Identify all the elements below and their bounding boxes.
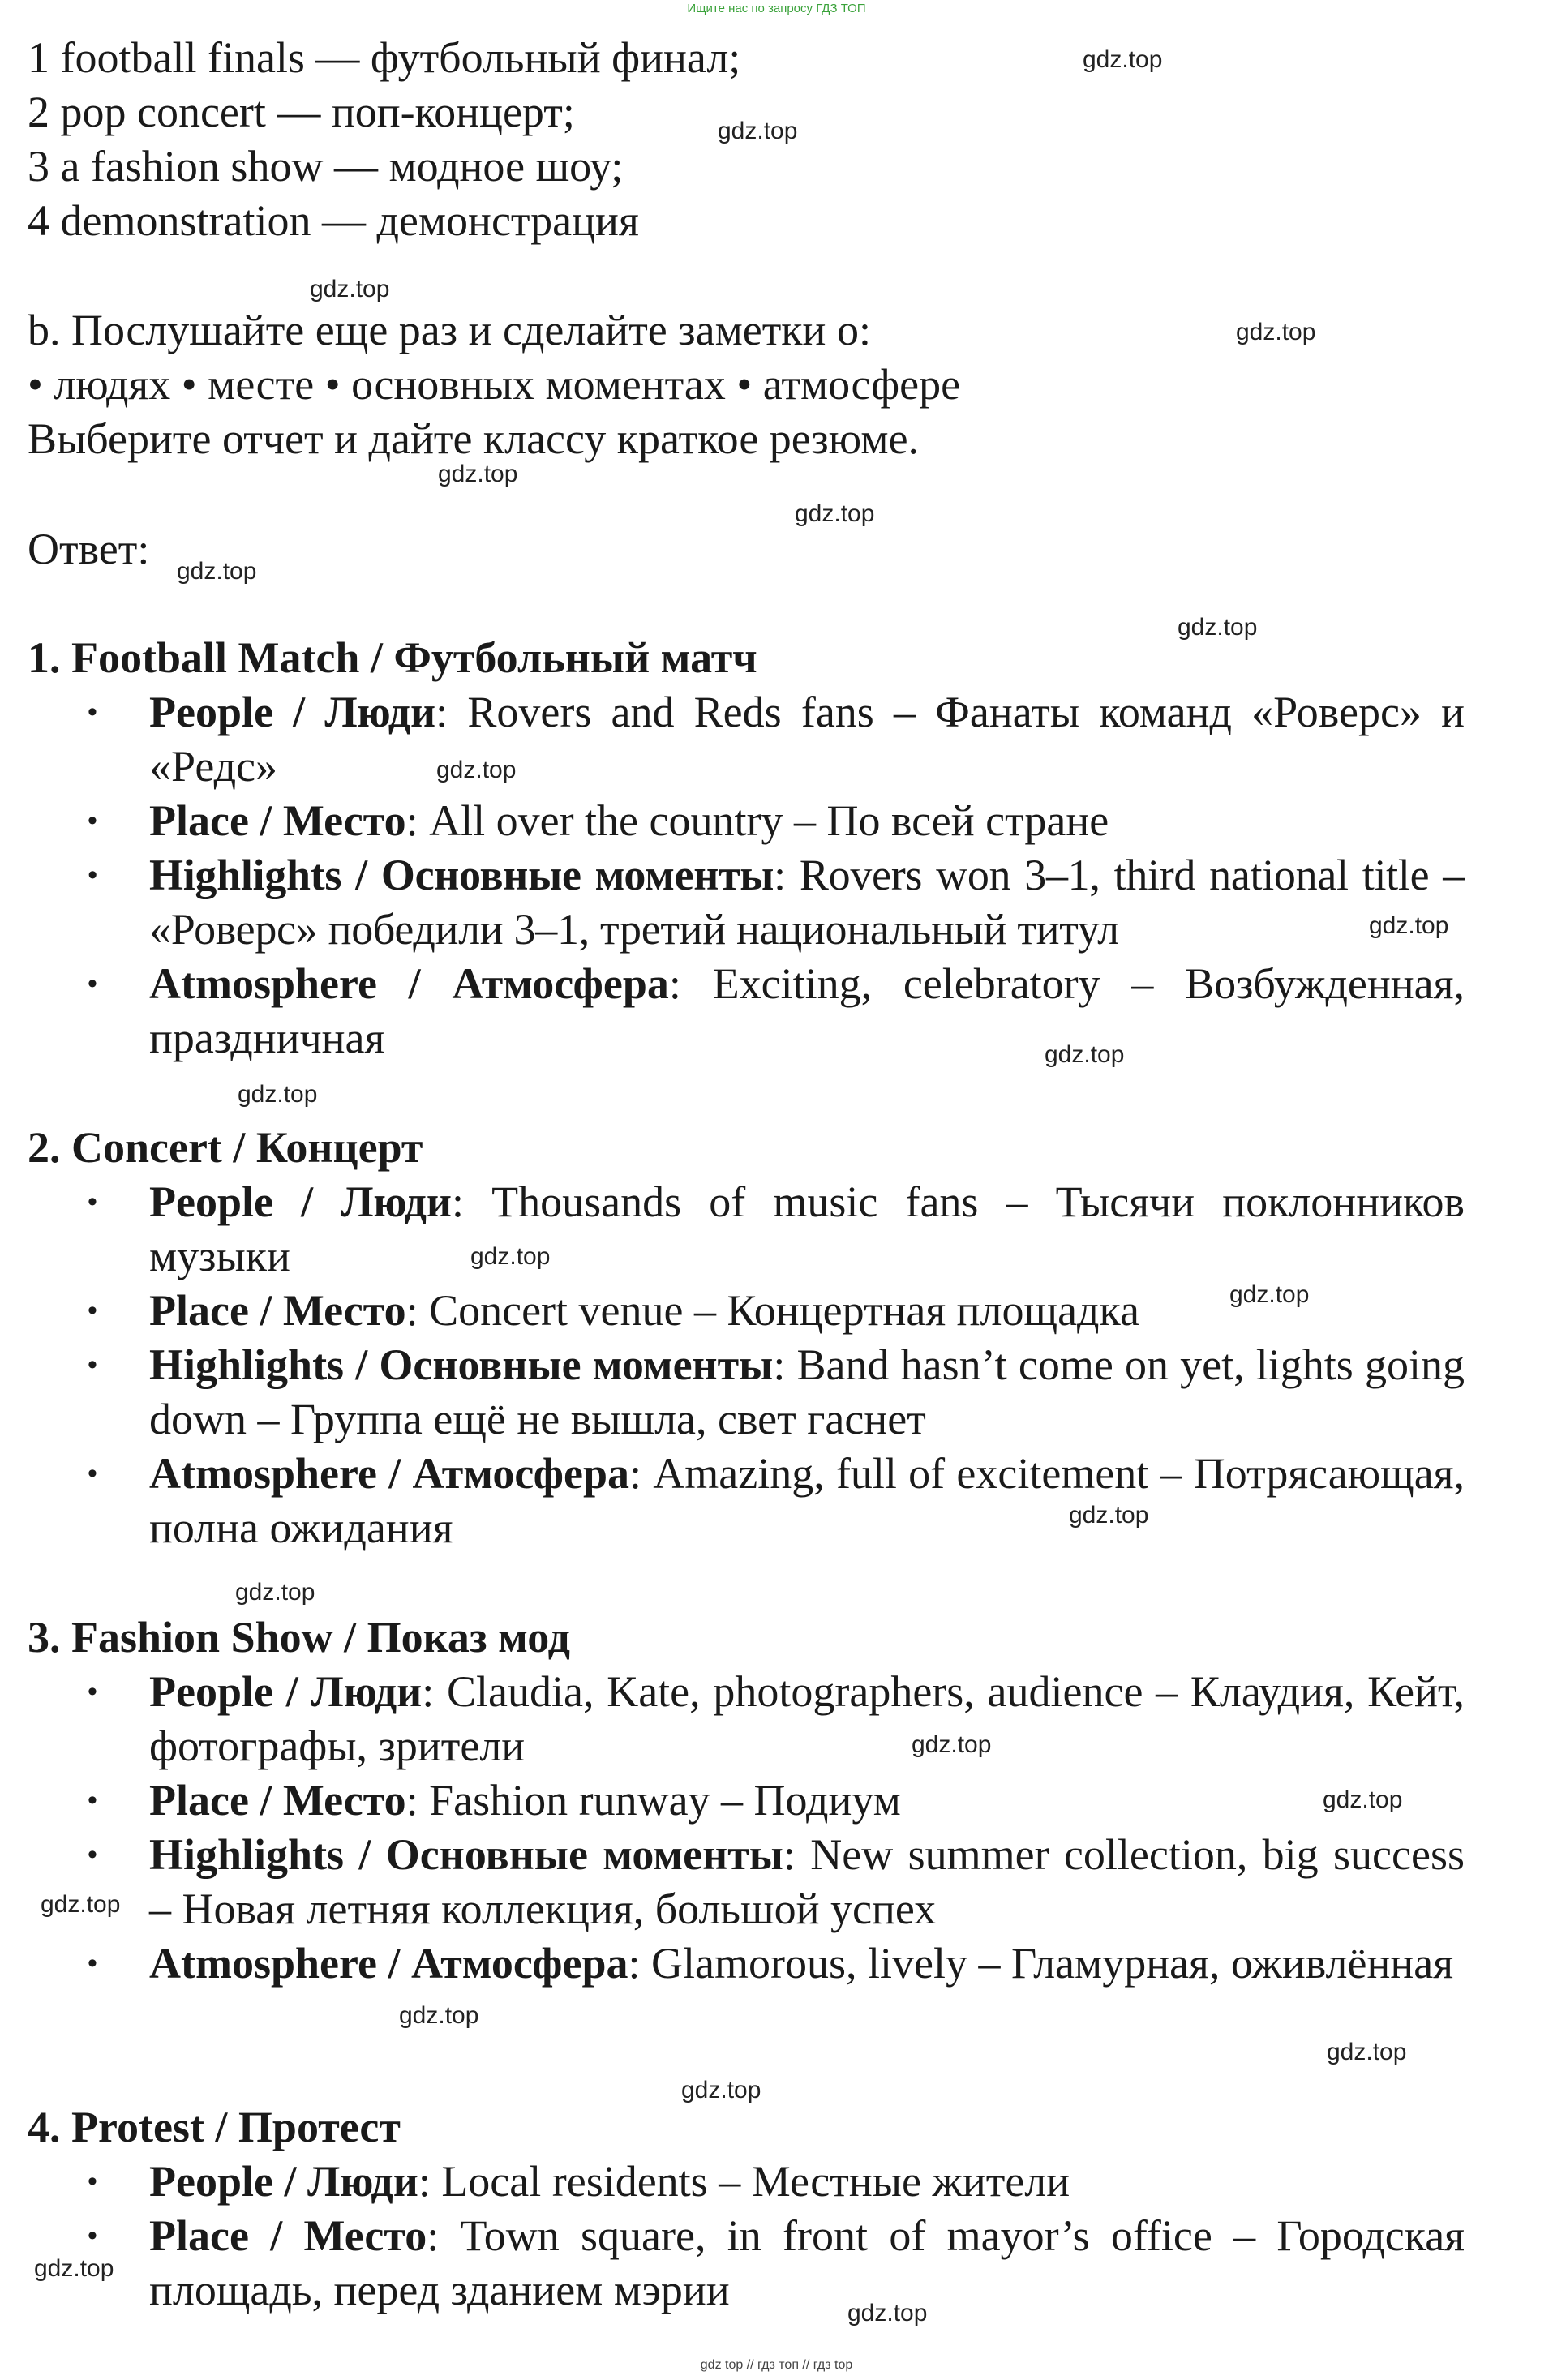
- item-label: People / Люди: [149, 1667, 423, 1716]
- watermark: gdz.top: [1178, 614, 1258, 641]
- section-3-item-people: [88, 1665, 1465, 1773]
- item-text: : Exciting, celebratory – Возбужденная, праздничная: [149, 959, 1465, 1062]
- watermark: gdz.top: [795, 500, 875, 527]
- item-label: Atmosphere / Атмосфера: [149, 1449, 629, 1498]
- item-label: Place / Место: [149, 2211, 427, 2260]
- intro-line-1: 1 football finals — футбольный финал;: [28, 33, 741, 82]
- watermark: gdz.top: [34, 2255, 114, 2282]
- bullet-icon: •: [88, 1839, 97, 1870]
- item-label: People / Люди: [149, 2157, 418, 2206]
- watermark: gdz.top: [177, 558, 257, 585]
- bullet-icon: •: [88, 2220, 97, 2251]
- item-text: : Band hasn’t come on yet, lights going down – Группа ещё не вышла, свет гаснет: [149, 1340, 1465, 1443]
- bullet-icon: •: [88, 1676, 97, 1707]
- section-title-fashion: 3. Fashion Show / Показ мод: [28, 1613, 570, 1662]
- section-title-football: 1. Football Match / Футбольный матч: [28, 633, 757, 682]
- item-label: People / Люди: [149, 688, 436, 736]
- item-text: : Amazing, full of excitement – Потрясающая, полна ожидания: [149, 1449, 1465, 1552]
- intro-line-3: 3 a fashion show — модное шоу;: [28, 142, 624, 191]
- bullet-icon: •: [88, 805, 97, 836]
- answer-label: Ответ:: [28, 525, 150, 573]
- intro-line-2: 2 pop concert — поп-концерт;: [28, 88, 575, 136]
- item-text: : All over the country – По всей стране: [405, 796, 1109, 845]
- top-banner: Ищите нас по запросу ГДЗ ТОП: [687, 2, 866, 15]
- item-label: Place / Место: [149, 1776, 406, 1825]
- section-1-item-highlights: [88, 848, 1465, 957]
- watermark: gdz.top: [310, 276, 390, 302]
- watermark: gdz.top: [847, 2300, 928, 2326]
- item-label: Place / Место: [149, 1286, 406, 1335]
- section-title-concert: 2. Concert / Концерт: [28, 1123, 423, 1172]
- watermark: gdz.top: [1045, 1041, 1125, 1068]
- item-text: : Thousands of music fans – Тысячи поклонников музыки: [149, 1177, 1465, 1280]
- watermark: gdz.top: [238, 1081, 318, 1108]
- watermark: gdz.top: [1083, 46, 1163, 73]
- section-3-item-highlights: [88, 1828, 1465, 1936]
- item-label: People / Люди: [149, 1177, 453, 1226]
- section-3-item-place: [88, 1773, 1465, 1828]
- bullet-icon: •: [88, 1458, 97, 1489]
- item-text: : Claudia, Kate, photographers, audience – Клаудия, Кейт, фотографы, зрители: [149, 1667, 1465, 1770]
- item-text: : Concert venue – Концертная площадка: [405, 1286, 1139, 1335]
- watermark: gdz.top: [438, 461, 518, 487]
- section-2-item-highlights: [88, 1338, 1465, 1447]
- item-text: : Fashion runway – Подиум: [405, 1776, 901, 1825]
- section-1-item-atmosphere: [88, 957, 1465, 1066]
- section-2-item-people: [88, 1175, 1465, 1284]
- watermark: gdz.top: [1323, 1786, 1403, 1813]
- item-label: Atmosphere / Атмосфера: [149, 1939, 628, 1988]
- bullet-icon: •: [88, 1948, 97, 1979]
- watermark: gdz.top: [912, 1731, 992, 1758]
- watermark: gdz.top: [681, 2077, 761, 2103]
- watermark: gdz.top: [1236, 319, 1316, 345]
- section-4-item-people: [88, 2155, 1465, 2209]
- section-2-item-atmosphere: [88, 1447, 1465, 1555]
- watermark: gdz.top: [470, 1243, 551, 1270]
- watermark: gdz.top: [1229, 1281, 1310, 1308]
- section-3-item-atmosphere: [88, 1936, 1465, 1991]
- bullet-icon: •: [88, 860, 97, 890]
- item-text: : Rovers won 3–1, third national title – «Роверс» победили 3–1, третий национальный титул: [149, 851, 1465, 954]
- watermark: gdz.top: [399, 2002, 479, 2029]
- item-text: : Rovers and Reds fans – Фанаты команд «Роверс» и «Редс»: [149, 688, 1465, 791]
- watermark: gdz.top: [718, 118, 798, 144]
- watermark: gdz.top: [41, 1891, 121, 1918]
- bullet-icon: •: [88, 1295, 97, 1326]
- item-text: : Town square, in front of mayor’s office – Городская площадь, перед зданием мэрии: [149, 2211, 1465, 2314]
- task-line-2: • людях • месте • основных моментах • атмосфере: [28, 360, 961, 409]
- item-label: Highlights / Основные моменты: [149, 1340, 774, 1389]
- bullet-icon: •: [88, 697, 97, 727]
- item-label: Highlights / Основные моменты: [149, 1830, 783, 1879]
- intro-line-4: 4 demonstration — демонстрация: [28, 196, 639, 245]
- watermark: gdz.top: [1327, 2039, 1407, 2065]
- section-1-item-people: [88, 685, 1465, 794]
- bullet-icon: •: [88, 1785, 97, 1816]
- section-1-item-place: [88, 794, 1465, 848]
- watermark: gdz.top: [1069, 1502, 1149, 1529]
- bullet-icon: •: [88, 968, 97, 999]
- watermark: gdz.top: [235, 1579, 315, 1606]
- item-label: Place / Место: [149, 796, 406, 845]
- watermark: gdz.top: [436, 757, 517, 783]
- item-label: Atmosphere / Атмосфера: [149, 959, 669, 1008]
- item-text: : Glamorous, lively – Гламурная, оживлённая: [628, 1939, 1454, 1988]
- bullet-icon: •: [88, 1349, 97, 1380]
- section-4-item-place: [88, 2209, 1465, 2318]
- bottom-footer: gdz top // гдз топ // гдз top: [700, 2358, 853, 2372]
- watermark: gdz.top: [1369, 912, 1449, 939]
- section-title-protest: 4. Protest / Протест: [28, 2103, 401, 2151]
- item-label: Highlights / Основные моменты: [149, 851, 774, 899]
- item-text: : New summer collection, big success – Новая летняя коллекция, большой успех: [149, 1830, 1465, 1933]
- item-text: : Local residents – Местные жители: [418, 2157, 1070, 2206]
- bullet-icon: •: [88, 1186, 97, 1217]
- task-line-3: Выберите отчет и дайте классу краткое резюме.: [28, 414, 920, 463]
- bullet-icon: •: [88, 2166, 97, 2197]
- task-line-1: b. Послушайте еще раз и сделайте заметки о:: [28, 306, 871, 354]
